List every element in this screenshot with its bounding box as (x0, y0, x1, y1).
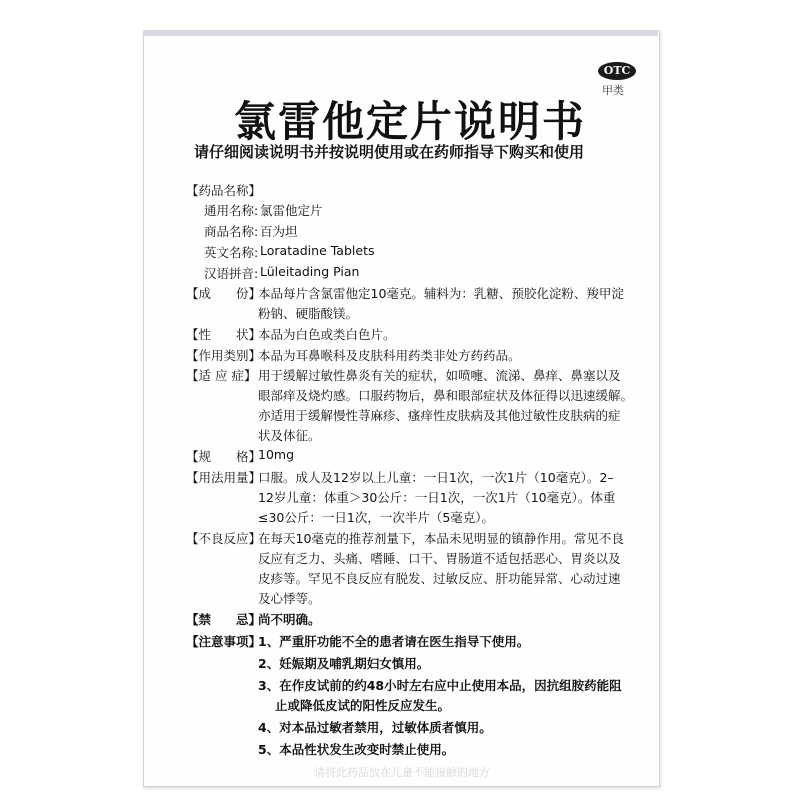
adverse-line: 皮疹等。罕见不良反应有脱发、过敏反应、肝功能异常、心动过速 (258, 571, 621, 586)
otc-badge: OTC (598, 62, 636, 80)
indications-line: 亦适用于缓解慢性荨麻疹、瘙痒性皮肤病及其他过敏性皮肤病的症 (258, 408, 621, 423)
page-title: 氯雷他定片说明书 (234, 97, 587, 146)
character-label: 【性 状】 (186, 327, 262, 342)
drug-pinyin-value: Lüleitading Pian (260, 264, 360, 279)
faint-footer-text: 请将此药品放在儿童不能接触的地方 (314, 766, 490, 779)
indications-line: 用于缓解过敏性鼻炎有关的症状，如喷嚏、流涕、鼻痒、鼻塞以及 (258, 368, 621, 383)
dosage-line: ≤30公斤：一日1次，一次半片（5毫克）。 (258, 510, 495, 525)
otc-category: 甲类 (602, 84, 624, 97)
character-line: 本品为白色或类白色片。 (258, 327, 396, 342)
indications-line: 眼部痒及烧灼感。口服药物后，鼻和眼部症状及体征得以迅速缓解。 (258, 388, 634, 403)
precaution-item: 4、对本品过敏者禁用，过敏体质者慎用。 (258, 720, 492, 735)
drug-english-name-value: Loratadine Tablets (260, 243, 375, 258)
adverse-label: 【不良反应】 (186, 531, 262, 546)
adverse-line: 反应有乏力、头痛、嗜睡、口干、胃肠道不适包括恶心、胃炎以及 (258, 551, 621, 566)
precaution-item: 2、妊娠期及哺乳期妇女慎用。 (258, 656, 430, 671)
drug-name-label: 【药品名称】 (186, 183, 262, 198)
adverse-line: 在每天10毫克的推荐剂量下，本品未见明显的镇静作用。常见不良 (258, 531, 624, 546)
composition-line: 本品每片含氯雷他定10毫克。辅料为：乳糖、预胶化淀粉、羧甲淀 (258, 286, 624, 301)
category-label: 【作用类别】 (186, 348, 262, 363)
precautions-label: 【注意事项】 (186, 634, 262, 649)
contraindications-label: 【禁 忌】 (186, 612, 262, 627)
precaution-item: 止或降低皮试的阳性反应发生。 (275, 698, 451, 713)
composition-line: 粉钠、硬脂酸镁。 (258, 306, 359, 321)
dosage-line: 口服。成人及12岁以上儿童：一日1次，一次1片（10毫克）。2– (258, 470, 614, 485)
indications-label: 【适 应 症】 (186, 368, 257, 383)
subtitle: 请仔细阅读说明书并按说明使用或在药师指导下购买和使用 (194, 143, 585, 161)
spec-line: 10mg (258, 447, 295, 462)
drug-pinyin-key: 汉语拼音: (204, 266, 259, 281)
category-line: 本品为耳鼻喉科及皮肤科用药类非处方药药品。 (258, 348, 521, 363)
drug-trade-name-key: 商品名称: (204, 224, 259, 239)
precaution-item: 3、在作皮试前的约48小时左右应中止使用本品，因抗组胺药能阻 (258, 678, 622, 693)
dosage-line: 12岁儿童：体重＞30公斤：一日1次，一次1片（10毫克）。体重 (258, 490, 616, 505)
precaution-item: 1、严重肝功能不全的患者请在医生指导下使用。 (258, 634, 530, 649)
drug-generic-name-value: 氯雷他定片 (260, 203, 323, 218)
drug-generic-name-key: 通用名称: (204, 203, 259, 218)
composition-label: 【成 份】 (186, 286, 262, 301)
drug-english-name-key: 英文名称: (204, 245, 259, 260)
drug-trade-name-value: 百为坦 (260, 224, 298, 239)
adverse-line: 及心悸等。 (258, 591, 321, 606)
spec-label: 【规 格】 (186, 449, 262, 464)
leaflet-sheet (143, 30, 660, 787)
indications-line: 状及体征。 (258, 428, 321, 443)
dosage-label: 【用法用量】 (186, 470, 262, 485)
precaution-item: 5、本品性状发生改变时禁止使用。 (258, 742, 455, 757)
contraindications-line: 尚不明确。 (258, 612, 321, 627)
